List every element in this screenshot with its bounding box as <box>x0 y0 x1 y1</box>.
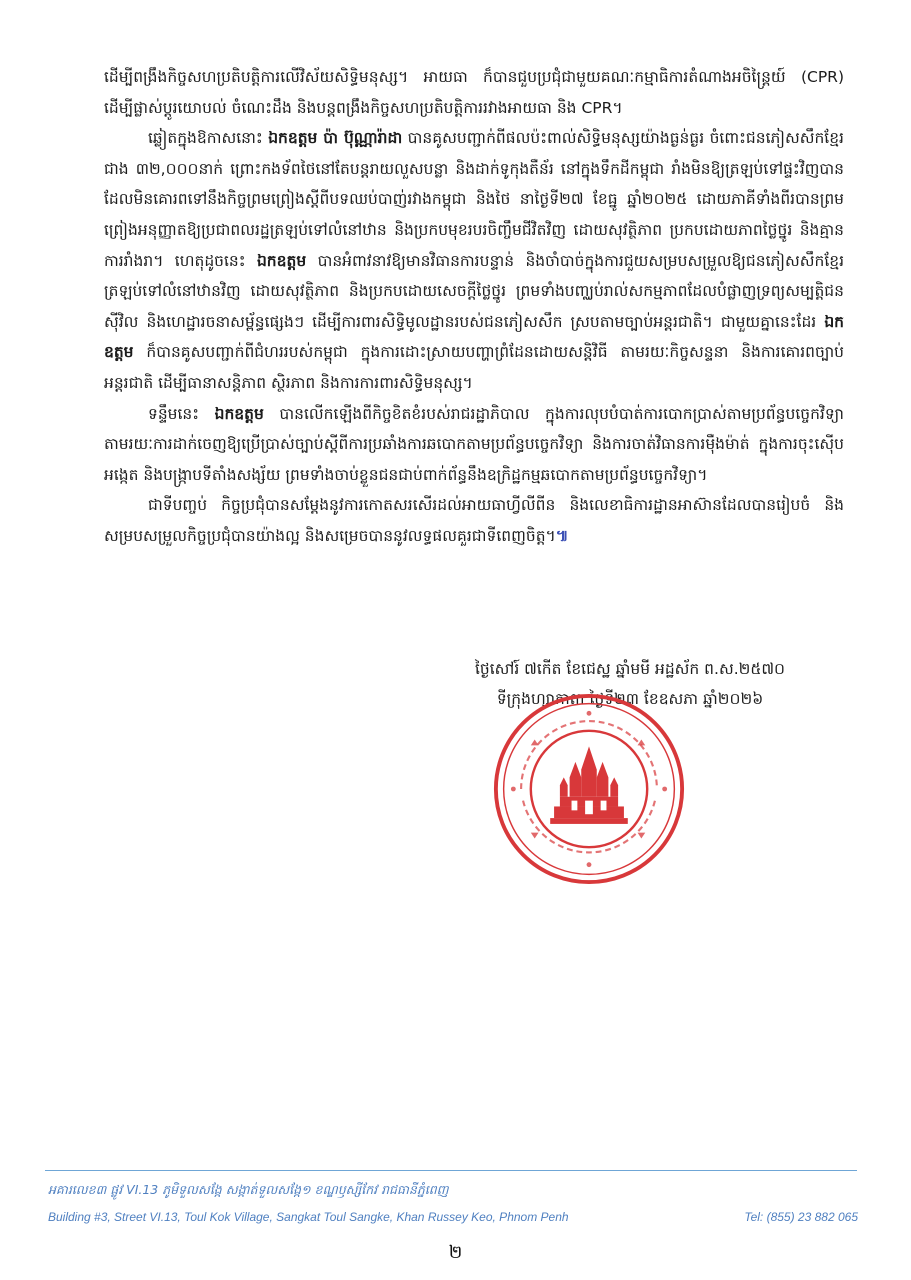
official-seal-icon <box>492 692 686 886</box>
paragraph-4: ជាទីបញ្ចប់ កិច្ចប្រជុំបានសម្តែងនូវការកោតសរសើរដល់អាយធាហ្វីលីពីន និងលេខាធិការដ្ឋានអាស៊ានដែលបានរៀបចំ និងសម្របសម្រួលកិច្ចប្រជុំបានយ៉ាងល្អ និងសម្រេចបាននូវលទ្ធផលគួរជាទីពេញចិត្ត។៕ <box>104 496 844 545</box>
dignitary-name: ឯកឧត្តម ប៉ា ប៊ុណ្ណារ៉ាដា <box>268 129 403 148</box>
page-number: ២ <box>448 1242 463 1263</box>
end-mark: ៕ <box>555 526 569 545</box>
paragraph-2: ឆ្លៀតក្នុងឱកាសនោះ ឯកឧត្តម ប៉ា ប៊ុណ្ណារ៉ាដា បានគូសបញ្ជាក់ពីផលប៉ះពាល់សិទ្ធិមនុស្សយ៉ាងធ្ងន់ធ្ងរ ចំពោះជនភៀសសឹកខ្មែរជាង ៣២,០០០នាក់ ព្រោះកងទ័ពថៃនៅតែបន្តរាយលួសបន្លា និងដាក់ទូកុងតឺន័រ នៅក្នុងទឹកដីកម្ពុជា រាំងមិនឱ្យត្រឡប់ទៅផ្ទះវិញបាន ដែលមិនគោរពទៅនឹងកិច្ចព្រមព្រៀងស្តីពីបទឈប់បាញ់រវាងកម្ពុជា និងថៃ នាថ្ងៃទី២៧ ខែធ្នូ ឆ្នាំ២០២៥ ដោយភាគីទាំងពីរបានព្រមព្រៀងអនុញ្ញាតឱ្យប្រជាពលរដ្ឋត្រឡប់ទៅលំនៅឋាន និងប្រកបមុខរបរចិញ្ចឹមជីវិតវិញ ដោយសុវត្ថិភាព ប្រកបដោយភាពថ្លៃថ្នូរ និងគ្មានការរាំងរា។ ហេតុដូចនេះ ឯកឧត្តម បានអំពាវនាវឱ្យមានវិធានការបន្ទាន់ និងចាំបាច់ក្នុងការជួយសម្របសម្រួលឱ្យជនភៀសសឹកខ្មែរត្រឡប់ទៅលំនៅឋានវិញ ដោយសុវត្ថិភាព និងប្រកបដោយសេចក្តីថ្លៃថ្នូរ ព្រមទាំងបញ្ឈប់រាល់សកម្មភាពដែលបំផ្លាញទ្រព្យសម្បត្តិជនស៊ីវិល និងហេដ្ឋារចនាសម្ព័ន្ធផ្សេងៗ ដើម្បីការពារសិទ្ធិមូលដ្ឋានរបស់ជនភៀសសឹក ស្របតាមច្បាប់អន្តរជាតិ។ ជាមួយគ្នានេះដែរ ឯកឧត្តម ក៏បានគូសបញ្ជាក់ពីជំហររបស់កម្ពុជា ក្នុងការដោះស្រាយបញ្ហាព្រំដែនដោយសន្តិវិធី តាមរយៈកិច្ចសន្ទនា និងការគោរពច្បាប់អន្តរជាតិ ដើម្បីធានាសន្តិភាព ស្ថិរភាព និងការការពារសិទ្ធិមនុស្ស។ <box>104 129 844 392</box>
paragraph-1: ដើម្បីពង្រឹងកិច្ចសហប្រតិបត្តិការលើវិស័យសិទ្ធិមនុស្ស។ អាយធា ក៏បានជួបប្រជុំជាមួយគណៈកម្មាធិការតំណាងអចិន្ត្រៃយ៍ (CPR) ដើម្បីផ្លាស់ប្តូរយោបល់ ចំណេះដឹង និងបន្តពង្រឹងកិច្ចសហប្រតិបត្តិការរវាងអាយធា និង CPR។ <box>104 68 844 117</box>
dignitary-title: ឯកឧត្តម <box>256 251 307 270</box>
dignitary-title: ឯកឧត្តម <box>214 404 264 423</box>
dignitary-title: ឯកឧត្តម <box>104 312 844 362</box>
footer-address-english: Building #3, Street VI.13, Toul Kok Village, Sangkat Toul Sangke, Khan Russey Keo, Phnom Penh <box>48 1210 569 1224</box>
footer-address-khmer: អគារលេខ៣ ផ្លូវ VI.13 ភូមិទួលសង្កែ សង្កាត់ទួលសង្កែ១ ខណ្ឌឫស្សីកែវ រាជធានីភ្នំពេញ <box>48 1182 449 1197</box>
solar-date-place: ទីក្រុងហ្សាកាតា ថ្ងៃទី២៣ ខែឧសភា ឆ្នាំ២០២៦ <box>496 690 764 708</box>
lunar-date: ថ្ងៃសៅរ៍ ៧កើត ខែជេស្ឋ ឆ្នាំមមី អដ្ឋស័ក ព.ស.២៥៧០ <box>474 660 786 678</box>
body-text <box>104 62 844 552</box>
footer-divider <box>45 1170 857 1171</box>
paragraph-3: ទន្ទឹមនេះ ឯកឧត្តម បានលើកឡើងពីកិច្ចខិតខំរបស់រាជរដ្ឋាភិបាល ក្នុងការលុបបំបាត់ការបោកប្រាស់តាមប្រព័ន្ធបច្ចេកវិទ្យា តាមរយៈការដាក់ចេញឱ្យប្រើប្រាស់ច្បាប់ស្តីពីការប្រឆាំងការឆបោកតាមប្រព័ន្ធបច្ចេកវិទ្យា និងការចាត់វិធានការម៉ឺងម៉ាត់ ក្នុងការចុះស៊ើបអង្កេត និងបង្ក្រាបទីតាំងសង្ស័យ ព្រមទាំងចាប់ខ្លួនជនជាប់ពាក់ព័ន្ធនឹងឧក្រិដ្ឋកម្មឆបោកតាមប្រព័ន្ធបច្ចេកវិទ្យា។ <box>104 404 844 484</box>
footer-telephone: Tel: (855) 23 882 065 <box>744 1210 858 1224</box>
